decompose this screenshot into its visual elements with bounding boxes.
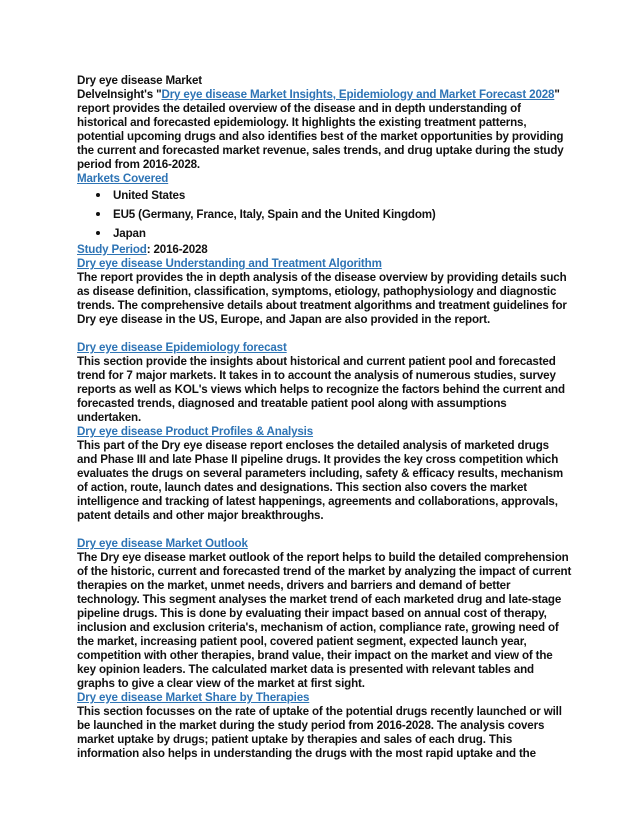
study-period-link[interactable]: Study Period [77, 243, 147, 256]
study-period-value: : 2016-2028 [146, 243, 208, 256]
section-heading-product-profiles[interactable]: Dry eye disease Product Profiles & Analysis [77, 425, 314, 438]
intro-prefix: DelveInsight's " [77, 88, 162, 101]
document-page [77, 74, 572, 761]
section-body-market-outlook: The Dry eye disease market outlook of the report helps to build the detailed comprehension of the historic, current and forecasted trend of the market by analyzing the impact of current therapies on the market, unmet needs, drivers and barriers and demand of better technology. This segment analyses the market trend of each marketed drug and late-stage pipeline drugs. This is done by evaluating their impact based on annual cost of therapy, inclusion and exclusion criteria's, mechanism of action, compliance rate, growing need of the market, increasing patient pool, covered patient segment, expected launch year, competition with other therapies, brand value, their impact on the market and view of the key opinion leaders. The calculated market data is presented with relevant tables and graphs to give a clear view of the market at first sight. [77, 551, 572, 690]
markets-list [77, 186, 572, 243]
section-heading-market-share[interactable]: Dry eye disease Market Share by Therapies [77, 691, 310, 704]
list-item: EU5 (Germany, France, Italy, Spain and the United Kingdom) [77, 205, 572, 224]
section-heading-market-outlook[interactable]: Dry eye disease Market Outlook [77, 537, 248, 550]
document-title: Dry eye disease Market [77, 74, 202, 87]
section-body-epidemiology: This section provide the insights about historical and current patient pool and forecasted trend for 7 major markets. It takes in to account the analysis of numerous studies, survey reports as well as KOL's views which helps to recognize the factors behind the current and forecasted trends, diagnosed and treatable patient pool along with assumptions undertaken. [77, 355, 565, 424]
markets-covered-link[interactable]: Markets Covered [77, 172, 169, 185]
section-body-market-share: This section focusses on the rate of uptake of the potential drugs recently launched or will be launched in the market during the study period from 2016-2028. The analysis covers market uptake by drugs; patient uptake by therapies and sales of each drug. This information also helps in understanding the drugs with the most rapid uptake and the [77, 705, 562, 760]
study-period [77, 243, 572, 257]
list-item: United States [77, 186, 572, 205]
report-title-link[interactable]: Dry eye disease Market Insights, Epidemiology and Market Forecast 2028 [161, 88, 555, 101]
list-item: Japan [77, 224, 572, 243]
intro-rest: " report provides the detailed overview of the disease and in depth understanding of historical and forecasted epidemiology. It highlights the existing treatment patterns, potential upcoming drugs and also identifies best of the market opportunities by providing the current and forecasted market revenue, sales trends, and drug uptake during the study period from 2016-2028. [77, 88, 564, 171]
section-heading-epidemiology[interactable]: Dry eye disease Epidemiology forecast [77, 341, 287, 354]
section-heading-understanding[interactable]: Dry eye disease Understanding and Treatment Algorithm [77, 257, 382, 270]
intro-paragraph [77, 88, 572, 172]
section-body-understanding: The report provides the in depth analysis of the disease overview by providing details such as disease definition, classification, symptoms, etiology, pathophysiology and diagnostic trends. The comprehensive details about treatment algorithms and treatment guidelines for Dry eye disease in the US, Europe, and Japan are also provided in the report. [77, 271, 567, 326]
section-body-product-profiles: This part of the Dry eye disease report encloses the detailed analysis of marketed drugs and Phase III and late Phase II pipeline drugs. It provides the key cross competition which evaluates the drugs on several parameters including, safety & efficacy results, mechanism of action, route, launch dates and designations. This section also covers the market intelligence and tracking of latest happenings, agreements and collaborations, approvals, patent details and other major breakthroughs. [77, 439, 564, 522]
